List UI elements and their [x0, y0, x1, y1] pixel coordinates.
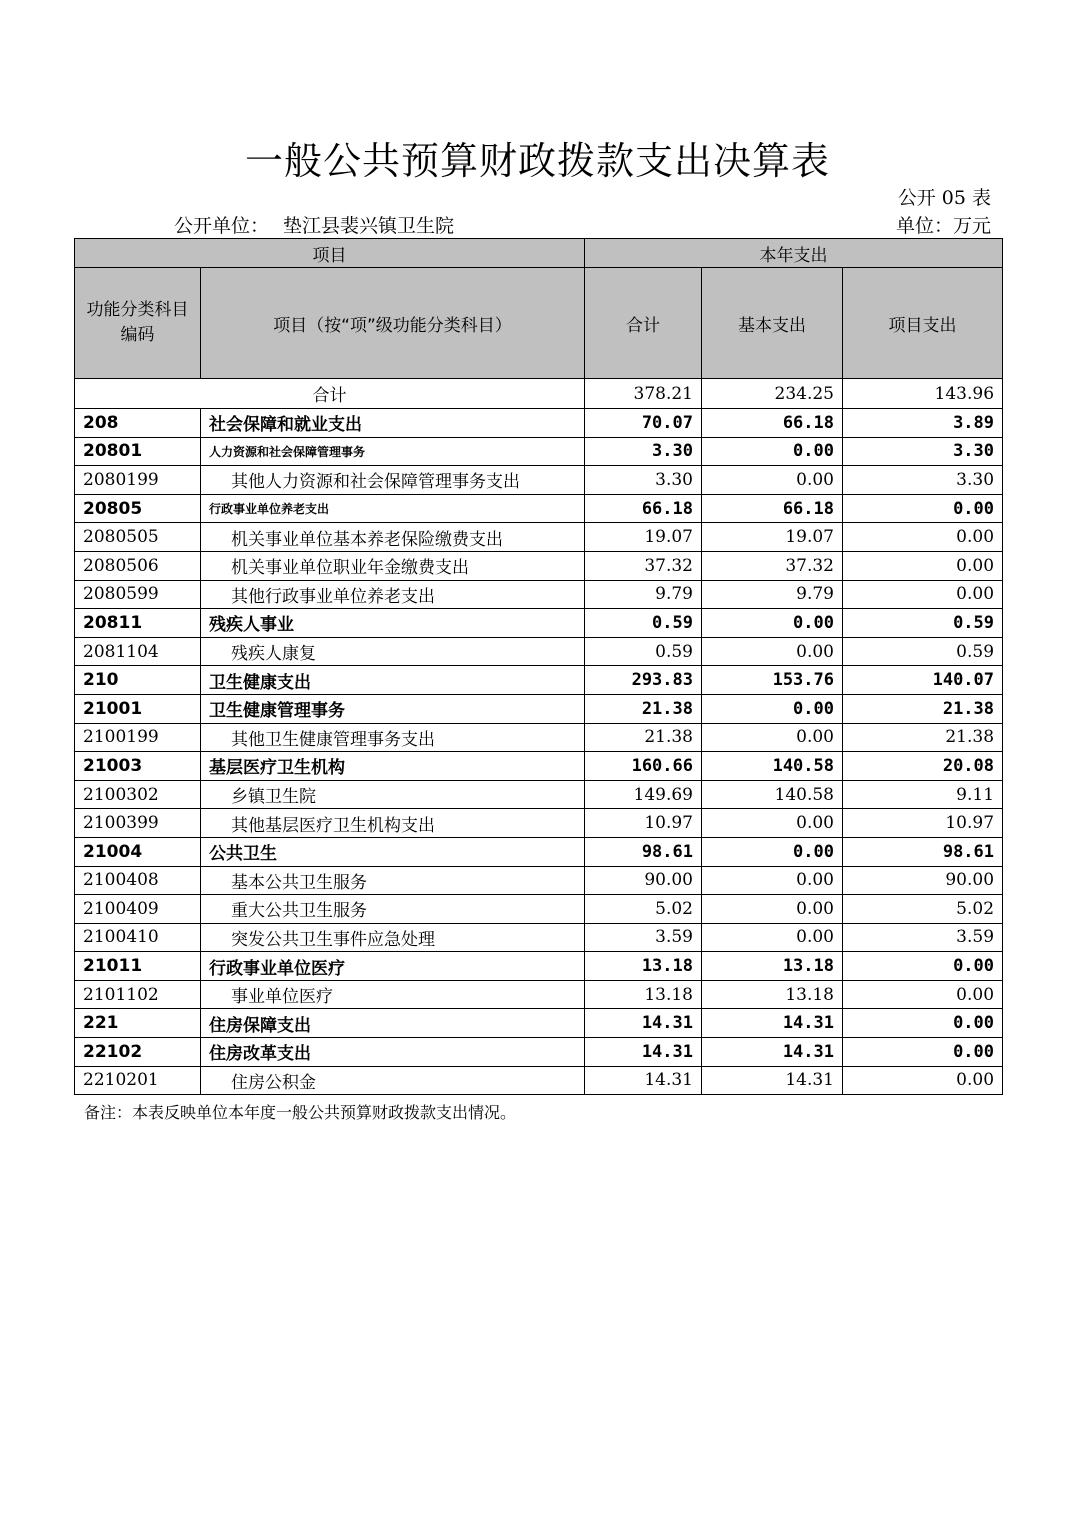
reporting-unit [174, 211, 454, 238]
table-row [75, 723, 1003, 752]
row-name: 残疾人康复 [201, 637, 585, 666]
row-name: 卫生健康管理事务 [201, 694, 585, 723]
row-project: 21.38 [843, 723, 1003, 752]
table-row [75, 1038, 1003, 1067]
table-row [75, 952, 1003, 981]
row-basic: 0.00 [702, 809, 843, 838]
row-total: 21.38 [585, 694, 702, 723]
row-total: 3.30 [585, 466, 702, 495]
row-name: 基本公共卫生服务 [201, 866, 585, 895]
row-name: 残疾人事业 [201, 609, 585, 638]
row-code: 21004 [75, 837, 201, 866]
row-name: 突发公共卫生事件应急处理 [201, 923, 585, 952]
row-basic: 0.00 [702, 437, 843, 466]
row-basic: 13.18 [702, 952, 843, 981]
row-name: 重大公共卫生服务 [201, 895, 585, 924]
row-total: 0.59 [585, 609, 702, 638]
row-code: 2100399 [75, 809, 201, 838]
row-code: 2101102 [75, 980, 201, 1009]
table-row [75, 837, 1003, 866]
row-total: 3.30 [585, 437, 702, 466]
row-basic: 0.00 [702, 723, 843, 752]
row-name: 其他基层医疗卫生机构支出 [201, 809, 585, 838]
row-name: 乡镇卫生院 [201, 780, 585, 809]
row-basic: 0.00 [702, 866, 843, 895]
row-project: 10.97 [843, 809, 1003, 838]
row-total: 3.59 [585, 923, 702, 952]
row-code: 2080199 [75, 466, 201, 495]
page-title: 一般公共预算财政拨款支出决算表 [244, 139, 830, 183]
table-row [75, 866, 1003, 895]
row-basic: 14.31 [702, 1066, 843, 1095]
row-code: 22102 [75, 1038, 201, 1067]
header-total: 合计 [585, 268, 702, 379]
header-code-text: 功能分类科目编码 [86, 300, 189, 345]
row-project: 3.59 [843, 923, 1003, 952]
row-project: 90.00 [843, 866, 1003, 895]
row-total: 21.38 [585, 723, 702, 752]
row-code: 221 [75, 1009, 201, 1038]
row-project: 0.00 [843, 494, 1003, 523]
row-code: 21011 [75, 952, 201, 981]
row-basic: 9.79 [702, 580, 843, 609]
row-name: 住房公积金 [201, 1066, 585, 1095]
row-basic: 0.00 [702, 837, 843, 866]
row-name: 基层医疗卫生机构 [201, 752, 585, 781]
row-name: 机关事业单位基本养老保险缴费支出 [201, 523, 585, 552]
table-row [75, 694, 1003, 723]
row-project: 0.00 [843, 523, 1003, 552]
row-basic: 0.00 [702, 466, 843, 495]
budget-table [74, 238, 1003, 1095]
row-name: 机关事业单位职业年金缴费支出 [201, 551, 585, 580]
header-project-expense: 项目支出 [843, 268, 1003, 379]
total-sum: 378.21 [585, 379, 702, 409]
row-project: 0.00 [843, 952, 1003, 981]
row-total: 13.18 [585, 952, 702, 981]
table-row [75, 780, 1003, 809]
row-total: 37.32 [585, 551, 702, 580]
header-row-2 [75, 268, 1003, 379]
row-total: 19.07 [585, 523, 702, 552]
row-name: 其他人力资源和社会保障管理事务支出 [201, 466, 585, 495]
row-total: 14.31 [585, 1038, 702, 1067]
row-name: 事业单位医疗 [201, 980, 585, 1009]
row-code: 2100302 [75, 780, 201, 809]
row-name: 其他行政事业单位养老支出 [201, 580, 585, 609]
table-row [75, 437, 1003, 466]
row-code: 2100409 [75, 895, 201, 924]
header-code [75, 268, 201, 379]
row-basic: 0.00 [702, 895, 843, 924]
row-project: 0.00 [843, 980, 1003, 1009]
row-project: 0.00 [843, 1038, 1003, 1067]
row-basic: 0.00 [702, 637, 843, 666]
row-total: 10.97 [585, 809, 702, 838]
row-name: 社会保障和就业支出 [201, 409, 585, 438]
table-row [75, 980, 1003, 1009]
row-code: 2080505 [75, 523, 201, 552]
header-basic: 基本支出 [702, 268, 843, 379]
row-code: 21001 [75, 694, 201, 723]
header-current-year: 本年支出 [585, 239, 1003, 268]
row-code: 2100410 [75, 923, 201, 952]
table-row [75, 523, 1003, 552]
row-basic: 0.00 [702, 609, 843, 638]
row-code: 20811 [75, 609, 201, 638]
row-name: 人力资源和社会保障管理事务 [201, 437, 585, 466]
row-total: 293.83 [585, 666, 702, 695]
table-row [75, 409, 1003, 438]
reporting-unit-name: 垫江县裴兴镇卫生院 [283, 215, 455, 237]
row-total: 160.66 [585, 752, 702, 781]
row-name: 行政事业单位养老支出 [201, 494, 585, 523]
row-code: 20805 [75, 494, 201, 523]
table-row [75, 1066, 1003, 1095]
total-basic: 234.25 [702, 379, 843, 409]
table-row [75, 637, 1003, 666]
row-basic: 13.18 [702, 980, 843, 1009]
row-basic: 0.00 [702, 694, 843, 723]
row-project: 3.30 [843, 466, 1003, 495]
currency-unit: 单位：万元 [895, 215, 991, 237]
row-name: 公共卫生 [201, 837, 585, 866]
total-project: 143.96 [843, 379, 1003, 409]
row-project: 20.08 [843, 752, 1003, 781]
table-row [75, 923, 1003, 952]
row-basic: 140.58 [702, 752, 843, 781]
table-row [75, 551, 1003, 580]
row-name: 行政事业单位医疗 [201, 952, 585, 981]
total-row [75, 379, 1003, 409]
row-code: 208 [75, 409, 201, 438]
row-name: 住房保障支出 [201, 1009, 585, 1038]
header-name: 项目（按“项”级功能分类科目） [201, 268, 585, 379]
header-project: 项目 [75, 239, 585, 268]
row-project: 3.89 [843, 409, 1003, 438]
table-row [75, 494, 1003, 523]
row-code: 2080506 [75, 551, 201, 580]
row-basic: 19.07 [702, 523, 843, 552]
row-project: 0.59 [843, 637, 1003, 666]
row-basic: 66.18 [702, 494, 843, 523]
row-total: 9.79 [585, 580, 702, 609]
row-name: 其他卫生健康管理事务支出 [201, 723, 585, 752]
row-project: 0.00 [843, 1009, 1003, 1038]
row-total: 98.61 [585, 837, 702, 866]
row-total: 70.07 [585, 409, 702, 438]
row-basic: 37.32 [702, 551, 843, 580]
row-basic: 14.31 [702, 1038, 843, 1067]
row-name: 住房改革支出 [201, 1038, 585, 1067]
row-project: 5.02 [843, 895, 1003, 924]
row-project: 0.59 [843, 609, 1003, 638]
row-project: 21.38 [843, 694, 1003, 723]
row-code: 2080599 [75, 580, 201, 609]
row-total: 14.31 [585, 1009, 702, 1038]
table-row [75, 1009, 1003, 1038]
footnote: 备注：本表反映单位本年度一般公共预算财政拨款支出情况。 [84, 1103, 517, 1122]
row-total: 66.18 [585, 494, 702, 523]
row-code: 20801 [75, 437, 201, 466]
row-total: 90.00 [585, 866, 702, 895]
header-row-1 [75, 239, 1003, 268]
total-label: 合计 [75, 379, 585, 409]
table-row [75, 809, 1003, 838]
table-row [75, 666, 1003, 695]
row-code: 2210201 [75, 1066, 201, 1095]
row-project: 0.00 [843, 580, 1003, 609]
row-total: 14.31 [585, 1066, 702, 1095]
row-total: 149.69 [585, 780, 702, 809]
row-code: 210 [75, 666, 201, 695]
row-project: 140.07 [843, 666, 1003, 695]
row-name: 卫生健康支出 [201, 666, 585, 695]
row-project: 98.61 [843, 837, 1003, 866]
table-row [75, 466, 1003, 495]
row-basic: 140.58 [702, 780, 843, 809]
reporting-unit-label: 公开单位： [174, 215, 270, 237]
table-row [75, 895, 1003, 924]
row-total: 5.02 [585, 895, 702, 924]
table-number: 公开 05 表 [897, 187, 991, 209]
row-code: 2100199 [75, 723, 201, 752]
row-code: 2100408 [75, 866, 201, 895]
row-total: 0.59 [585, 637, 702, 666]
row-code: 21003 [75, 752, 201, 781]
row-basic: 153.76 [702, 666, 843, 695]
row-code: 2081104 [75, 637, 201, 666]
row-project: 3.30 [843, 437, 1003, 466]
table-row [75, 580, 1003, 609]
table-row [75, 752, 1003, 781]
table-row [75, 609, 1003, 638]
row-total: 13.18 [585, 980, 702, 1009]
row-project: 0.00 [843, 551, 1003, 580]
row-basic: 66.18 [702, 409, 843, 438]
row-basic: 14.31 [702, 1009, 843, 1038]
row-project: 0.00 [843, 1066, 1003, 1095]
row-project: 9.11 [843, 780, 1003, 809]
row-basic: 0.00 [702, 923, 843, 952]
